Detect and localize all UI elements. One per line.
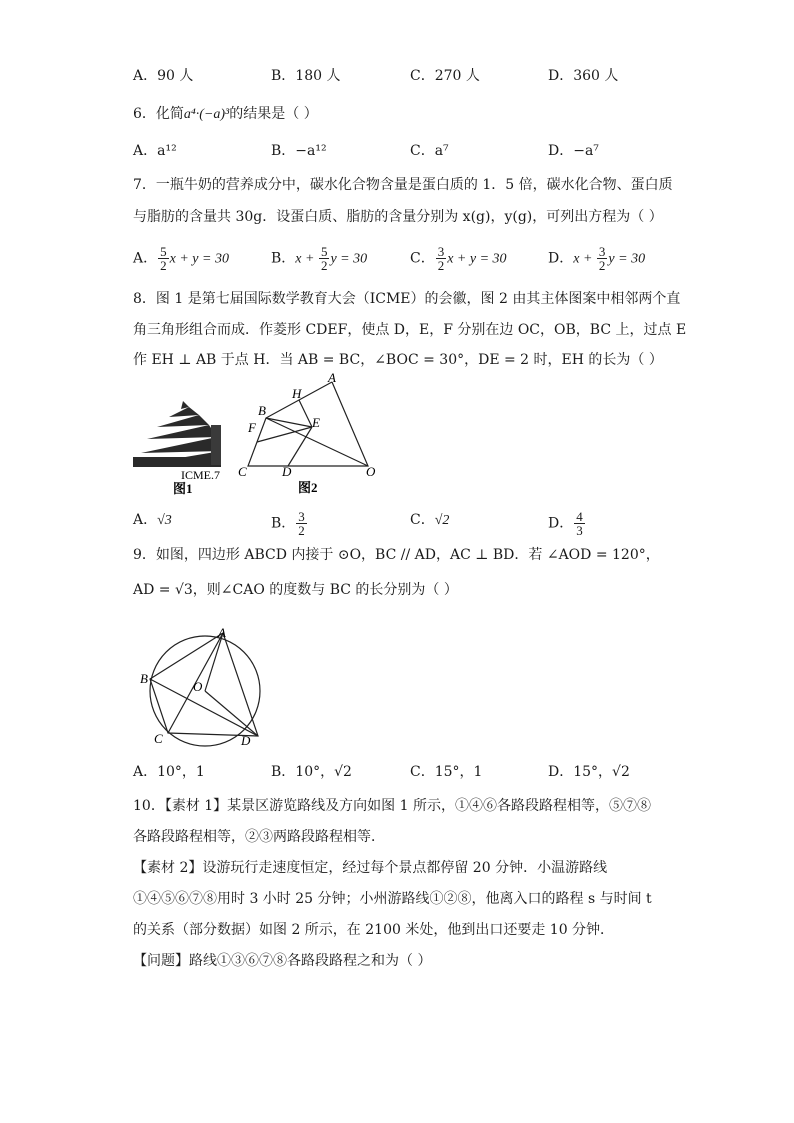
q7-option-b[interactable]: B．x + $\frac{5}{2}$ y = 30 <box>271 244 368 273</box>
label-F: F <box>248 420 256 435</box>
fraction: $\frac{3}{2}$ <box>437 244 445 273</box>
label-E: E <box>312 415 320 430</box>
label-O: O <box>366 464 376 479</box>
figure2-caption: 图2 <box>298 480 318 495</box>
q8-stem-line1: 8．图 1 是第七届国际数学教育大会（ICME）的会徽，图 2 由其主体图案中相邻两个直 <box>133 291 681 307</box>
q5-option-a[interactable]: A．90 人 <box>133 68 194 84</box>
q10-line1: 10．【素材 1】某景区游览路线及方向如图 1 所示，①④⑥各路段路程相等，⑤⑦⑧ <box>133 798 651 814</box>
q8-option-b[interactable]: B． $\frac{3}{2}$ <box>271 509 305 538</box>
label-H: H <box>292 386 302 401</box>
icme-logo-text: ICME.7 <box>181 468 220 482</box>
q9-stem-line2: AD = √3，则∠CAO 的度数与 BC 的长分别为（ ） <box>133 582 458 598</box>
q10-line6: 【问题】路线①③⑥⑦⑧各路段路程之和为（ ） <box>133 953 432 969</box>
label-B: B <box>258 403 266 418</box>
circle-label-O: O <box>193 679 203 694</box>
q9-option-b[interactable]: B．10°，√2 <box>271 764 352 780</box>
q5-option-d[interactable]: D．360 人 <box>548 68 619 84</box>
q7-option-a[interactable]: A． $\frac{5}{2}$ x + y = 30 <box>133 244 229 273</box>
q8-figure2 <box>236 372 386 497</box>
circle-label-B: B <box>140 671 148 686</box>
q9-stem-line1: 9．如图，四边形 ABCD 内接于 ⊙O，BC // AD，AC ⊥ BD．若 ∠AOD = 120°， <box>133 547 660 563</box>
q9-option-a[interactable]: A．10°，1 <box>133 764 205 780</box>
circle-label-A: A <box>218 625 226 640</box>
circle-label-C: C <box>154 731 163 746</box>
q6-stem: 6．化简a⁴·(−a)³的结果是（ ） <box>133 106 318 122</box>
label-A: A <box>328 372 336 385</box>
q5-option-c[interactable]: C．270 人 <box>410 68 480 84</box>
q8-option-a[interactable]: A．√3 <box>133 512 172 528</box>
figure1-caption: 图1 <box>173 481 193 495</box>
q8-stem-line3: 作 EH ⊥ AB 于点 H．当 AB = BC，∠BOC = 30°，DE = 2 时，EH 的长为（ ） <box>133 352 663 368</box>
q10-line3: 【素材 2】设游玩行走速度恒定，经过每个景点都停留 20 分钟．小温游路线 <box>133 860 608 876</box>
icme-logo-figure <box>133 395 243 495</box>
q9-option-c[interactable]: C．15°，1 <box>410 764 483 780</box>
q7-option-c[interactable]: C． $\frac{3}{2}$ x + y = 30 <box>410 244 507 273</box>
q6-option-d[interactable]: D．−a⁷ <box>548 143 599 159</box>
q6-option-c[interactable]: C．a⁷ <box>410 143 449 159</box>
q5-option-b[interactable]: B．180 人 <box>271 68 341 84</box>
fraction: $\frac{3}{2}$ <box>298 509 305 538</box>
q7-stem-line1: 7．一瓶牛奶的营养成分中，碳水化合物含量是蛋白质的 1．5 倍，碳水化合物、蛋白质 <box>133 177 673 193</box>
fraction: $\frac{5}{2}$ <box>160 244 167 273</box>
q8-stem-line2: 角三角形组合而成．作菱形 CDEF，使点 D，E，F 分别在边 OC，OB，BC 上，过点 E <box>133 322 687 338</box>
label-D: D <box>282 464 292 479</box>
q10-line5: 的关系（部分数据）如图 2 所示，在 2100 米处，他到出口还要走 10 分钟． <box>133 922 615 938</box>
circle-label-D: D <box>241 733 251 748</box>
figure2-lines <box>248 382 368 466</box>
q8-option-d[interactable]: D． $\frac{4}{3}$ <box>548 509 583 538</box>
q7-option-d[interactable]: D．x + $\frac{3}{2}$ y = 30 <box>548 244 646 273</box>
fraction: $\frac{5}{2}$ <box>320 244 328 273</box>
label-C: C <box>238 464 247 479</box>
fraction: $\frac{3}{2}$ <box>598 244 606 273</box>
fraction: $\frac{4}{3}$ <box>576 509 583 538</box>
q10-line4: ①④⑤⑥⑦⑧用时 3 小时 25 分钟；小州游路线①②⑧，他离入口的路程 s 与时间 t <box>133 891 652 907</box>
q7-stem-line2: 与脂肪的含量共 30g．设蛋白质、脂肪的含量分别为 x(g)，y(g)，可列出方程为（ ） <box>133 209 663 225</box>
q10-line2: 各路段路程相等，②③两路段路程相等． <box>133 829 385 845</box>
q6-option-b[interactable]: B．−a¹² <box>271 143 327 159</box>
q8-option-c[interactable]: C．√2 <box>410 512 450 528</box>
icme-logo-icon <box>133 401 221 467</box>
q6-option-a[interactable]: A．a¹² <box>133 143 177 159</box>
circle-lines <box>150 633 260 746</box>
q9-option-d[interactable]: D．15°，√2 <box>548 764 630 780</box>
q9-circle-figure <box>138 625 268 750</box>
